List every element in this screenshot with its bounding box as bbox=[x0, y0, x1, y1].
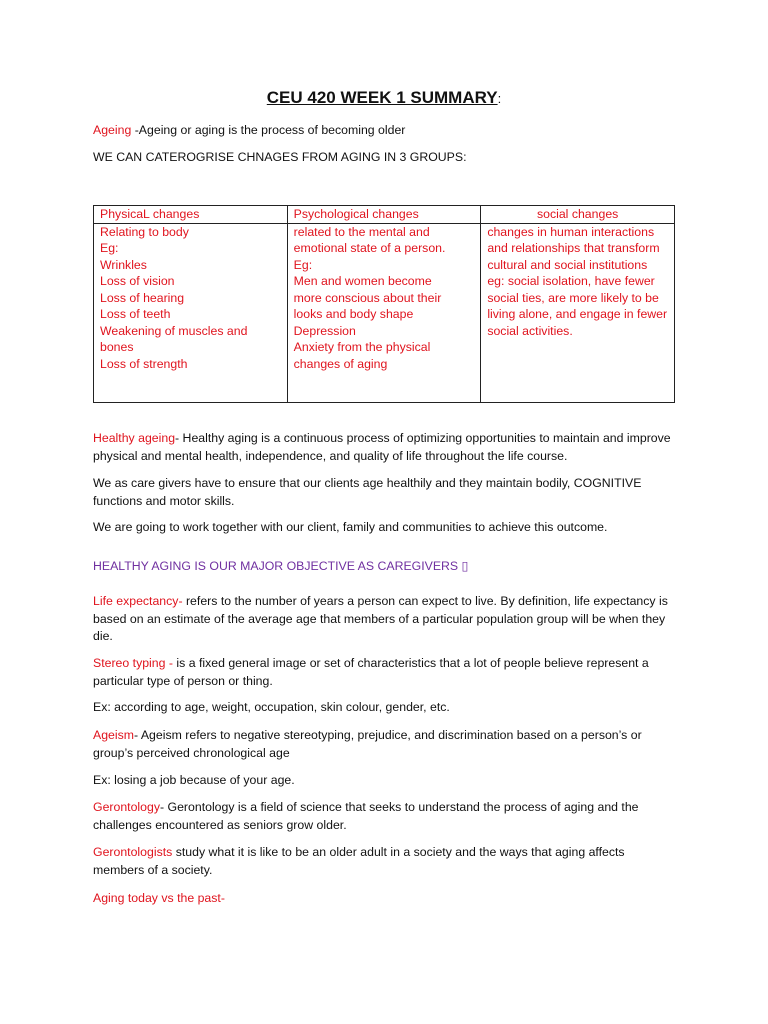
healthy-ageing-definition: Healthy ageing- Healthy aging is a continuous process of optimizing opportunities to maintain and improve physical and mental health, independence, and quality of life throughout the life course. bbox=[93, 431, 671, 463]
gerontology-definition: Gerontology- Gerontology is a field of science that seeks to understand the process of aging and the challenges encountered as seniors grow older. bbox=[93, 800, 639, 832]
together-paragraph: We are going to work together with our client, family and communities to achieve this outcome. bbox=[93, 520, 608, 534]
header-social: social changes bbox=[481, 206, 675, 224]
page-title: CEU 420 WEEK 1 SUMMARY: bbox=[266, 88, 502, 107]
groups-intro: WE CAN CATEROGRISE CHNAGES FROM AGING IN 3 GROUPS: bbox=[93, 150, 467, 164]
changes-table bbox=[93, 205, 675, 403]
aging-today-heading: Aging today vs the past- bbox=[93, 891, 225, 905]
life-expectancy-definition: Life expectancy- refers to the number of years a person can expect to live. By definition, life expectancy is based on an estimate of the average age that members of a particular population group will be when they die. bbox=[93, 594, 668, 643]
physical-cell: Relating to body Eg: Wrinkles Loss of vision Loss of hearing Loss of teeth Weakening of muscles and bones Loss of strength bbox=[94, 223, 288, 403]
gerontologists-paragraph: Gerontologists study what it is like to be an older adult in a society and the ways that aging affects members of a society. bbox=[93, 845, 625, 877]
ageism-example: Ex: losing a job because of your age. bbox=[93, 773, 295, 787]
ageing-definition: Ageing -Ageing or aging is the process of becoming older bbox=[93, 123, 406, 137]
objective-heading: HEALTHY AGING IS OUR MAJOR OBJECTIVE AS CAREGIVERS ▯ bbox=[93, 559, 469, 573]
psychological-cell: related to the mental and emotional state of a person. Eg: Men and women become more conscious about their looks and body shape Depression Anxiety from the physical changes of aging bbox=[287, 223, 481, 403]
stereotyping-definition: Stereo typing - is a fixed general image or set of characteristics that a lot of people believe represent a particular type of person or thing. bbox=[93, 656, 649, 688]
header-physical: PhysicaL changes bbox=[94, 206, 288, 224]
social-cell: changes in human interactions and relationships that transform cultural and social institutions eg: social isolation, have fewer social ties, are more likely to be living alone, and engage in fewer social activities. bbox=[481, 223, 675, 403]
caregivers-paragraph: We as care givers have to ensure that our clients age healthily and they maintain bodily, COGNITIVE functions and motor skills. bbox=[93, 476, 642, 508]
ageism-definition: Ageism- Ageism refers to negative stereotyping, prejudice, and discrimination based on a person’s or group’s perceived chronological age bbox=[93, 728, 642, 760]
stereotyping-example: Ex: according to age, weight, occupation, skin colour, gender, etc. bbox=[93, 700, 450, 714]
header-psychological: Psychological changes bbox=[287, 206, 481, 224]
